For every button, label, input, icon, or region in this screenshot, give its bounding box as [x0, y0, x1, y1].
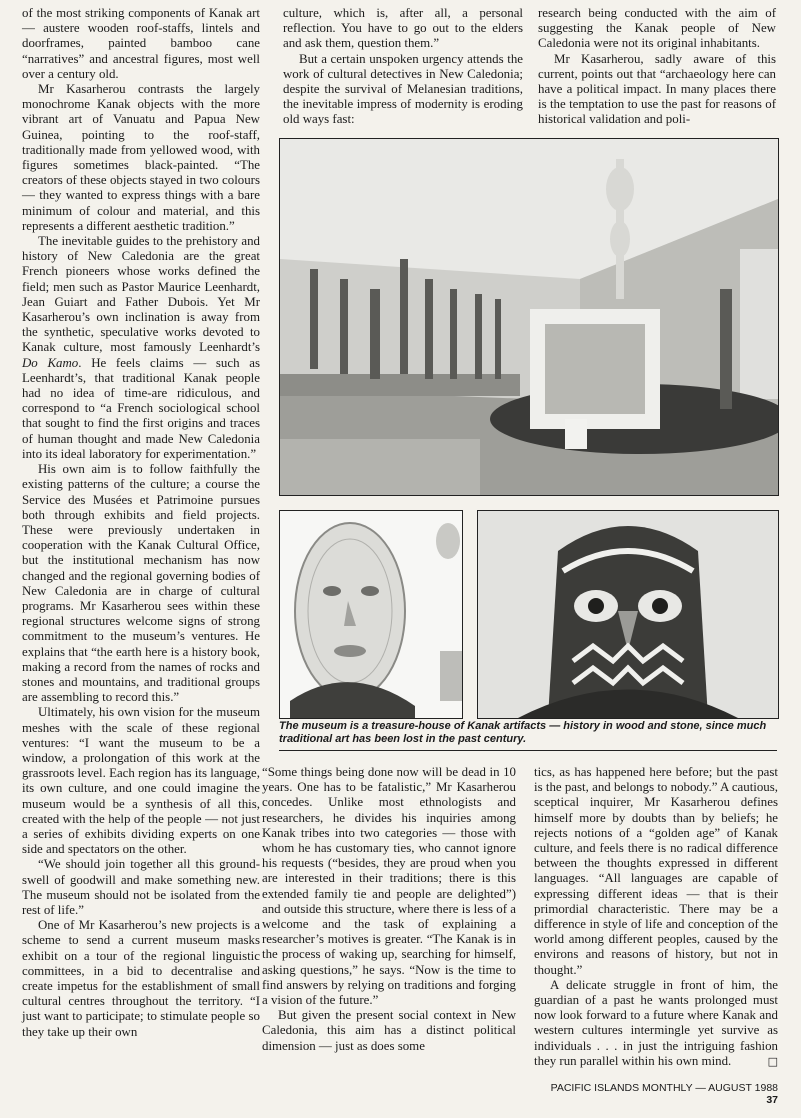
paragraph: “Some things being done now will be dead in 10 years. One has to be fatalistic,” Mr Kasarherou concedes. Unlike most ethnologists and researchers, he divides his inquiries among Kanak tribes into two categories — those with whom he has customary ties, who cannot ignore his requests (“besides, they are proud when you are interested in their traditions; there is this extended family tie and people are delighted”) and outside this structure, where there is less of a welcome and the task of explaining a researcher’s motives is greater. “The Kanak is in the process of waking up, searching for himself, asking questions,” he says. “Now is the time to find answers by relying on traditions and forging a vision of the future.” — [262, 765, 516, 1008]
page-number: 37 — [766, 1094, 778, 1106]
book-title: Do Kamo — [22, 355, 79, 370]
paragraph: tics, as has happened here before; but the past is the past, and belongs to nobody.” A cautious, sceptical inquirer, Mr Kasarherou defines himself more by doubts than by beliefs; he rejects notions of a “golden age” of Kanak culture, and feels there is no radical difference between the thoughts expressed in different languages. “All languages are capable of expressing different ideas — that is their primordial characteristic. There may be a difference in style of life and conception of the world among different peoples, caused by the environs and reasons of history, but not in thought.” — [534, 765, 778, 977]
paragraph: Ultimately, his own vision for the museum meshes with the scale of these regional ventures: “I want the museum to be a window, a prolongation of this work at the grassroots level. Each region has its language, its own culture, and one could imagine the museum would be a synthesis of all this, created with the help of the people — not just a series of exhibits dividing experts on one side and spectators on the other. — [22, 705, 260, 857]
article-column-3-top — [538, 6, 776, 128]
paragraph: Mr Kasarherou contrasts the largely monochrome Kanak objects with the more vibrant art of Vanuatu and Papua New Guinea, pointing to the roof-staff, traditionally made from yellowed wood, with figures sometimes black-painted. “The creators of these objects stayed in two colours — they wanted to express things with a bare minimum of colour and material, and this represents a different aesthetic tradition.” — [22, 82, 260, 233]
paragraph: But a certain unspoken urgency attends the work of cultural detectives in New Caledonia; despite the survival of Melanesian traditions, the inevitable impress of modernity is eroding old ways fast: — [283, 51, 523, 127]
article-column-2-top — [283, 6, 523, 128]
paragraph: research being conducted with the aim of suggesting the Kanak people of New Caledonia were not its original inhabitants. — [538, 6, 776, 51]
paragraph: But given the present social context in New Caledonia, this aim has a distinct political dimension — just as does some — [262, 1008, 516, 1053]
article-column-3-bottom — [534, 765, 778, 1069]
paragraph: of the most striking components of Kanak art — austere wooden roof-staffs, lintels and doorframes, painted bamboo cane “narratives” and ancestral figures, most well over a century old. — [22, 6, 260, 81]
paragraph: “We should join together all this ground-swell of goodwill and make something new. The museum should not be isolated from the rest of life.” — [22, 857, 260, 917]
article-column-1 — [22, 6, 260, 1040]
paragraph-text: A delicate struggle in front of him, the guardian of a past he wants prolonged must now look forward to a future where Kanak and western cultures intermingle yet survive as individuals . . . in just the intriguing fashion they run parallel within his own mind. — [534, 977, 778, 1068]
paragraph-text: The inevitable guides to the prehistory and history of New Caledonia are the great French pioneers whose works defined the field; men such as Pastor Maurice Leenhardt, Jean Guiart and Father Dubois. Yet Mr Kasarherou’s own inclination is away from the synthetic, speculative works devoted to Kanak culture, most famously Leenhardt’s — [22, 234, 260, 355]
publication-name: PACIFIC ISLANDS MONTHLY — AUGUST 1988 — [550, 1082, 778, 1094]
article-column-2-bottom — [262, 765, 516, 1054]
paragraph: culture, which is, after all, a personal reflection. You have to go out to the elders and ask them, question them.” — [283, 6, 523, 51]
caption-rule — [279, 750, 777, 751]
photo-caption: The museum is a treasure-house of Kanak artifacts — history in wood and stone, since much traditional art has been lost in the past century. — [279, 720, 767, 745]
white-mask-photo — [279, 510, 463, 719]
paragraph: One of Mr Kasarherou’s new projects is a scheme to send a current museum masks exhibit on a tour of the regional linguistic committees, in a bid to decentralise and create impetus for the establishment of small cultural centres throughout the territory. “I just want to participate; to stimulate people so they take up their own — [22, 918, 260, 1039]
paragraph-text: . He feels claims — such as Leenhardt’s, that traditional Kanak people had no idea of time-are ridiculous, and correspond to “a French sociological school that sought to find the first origins and traces of human thought and made New Caledonia into its ideal laboratory for experimentation.” — [22, 355, 260, 461]
paragraph — [22, 234, 260, 462]
page-footer — [538, 1082, 778, 1106]
paragraph: His own aim is to follow faithfully the existing patterns of the culture; a course the Service des Musées et Patrimoine pursues both through exhibits and field projects. These were previously undertaken in cooperation with the Kanak Cultural Office, but the institutional mechanism has now changed and the regional governing bodies of New Caledonia are in charge of cultural programs. Mr Kasarherou sees within these regional structures welcome signs of strong commitment to the museum’s ventures. He explains that “the earth here is a history book, making a record from the names of rocks and stones and mountains, and traditional groups are assembling to record this.” — [22, 462, 260, 705]
paragraph — [534, 978, 778, 1069]
carved-mask-photo — [477, 510, 779, 719]
paragraph: Mr Kasarherou, sadly aware of this current, points out that “archaeology here can have a political impact. In many places there is the temptation to use the past for reasons of historical validation and poli- — [538, 51, 776, 127]
museum-gallery-photo — [279, 138, 779, 496]
end-mark-icon: □ — [767, 1054, 778, 1068]
